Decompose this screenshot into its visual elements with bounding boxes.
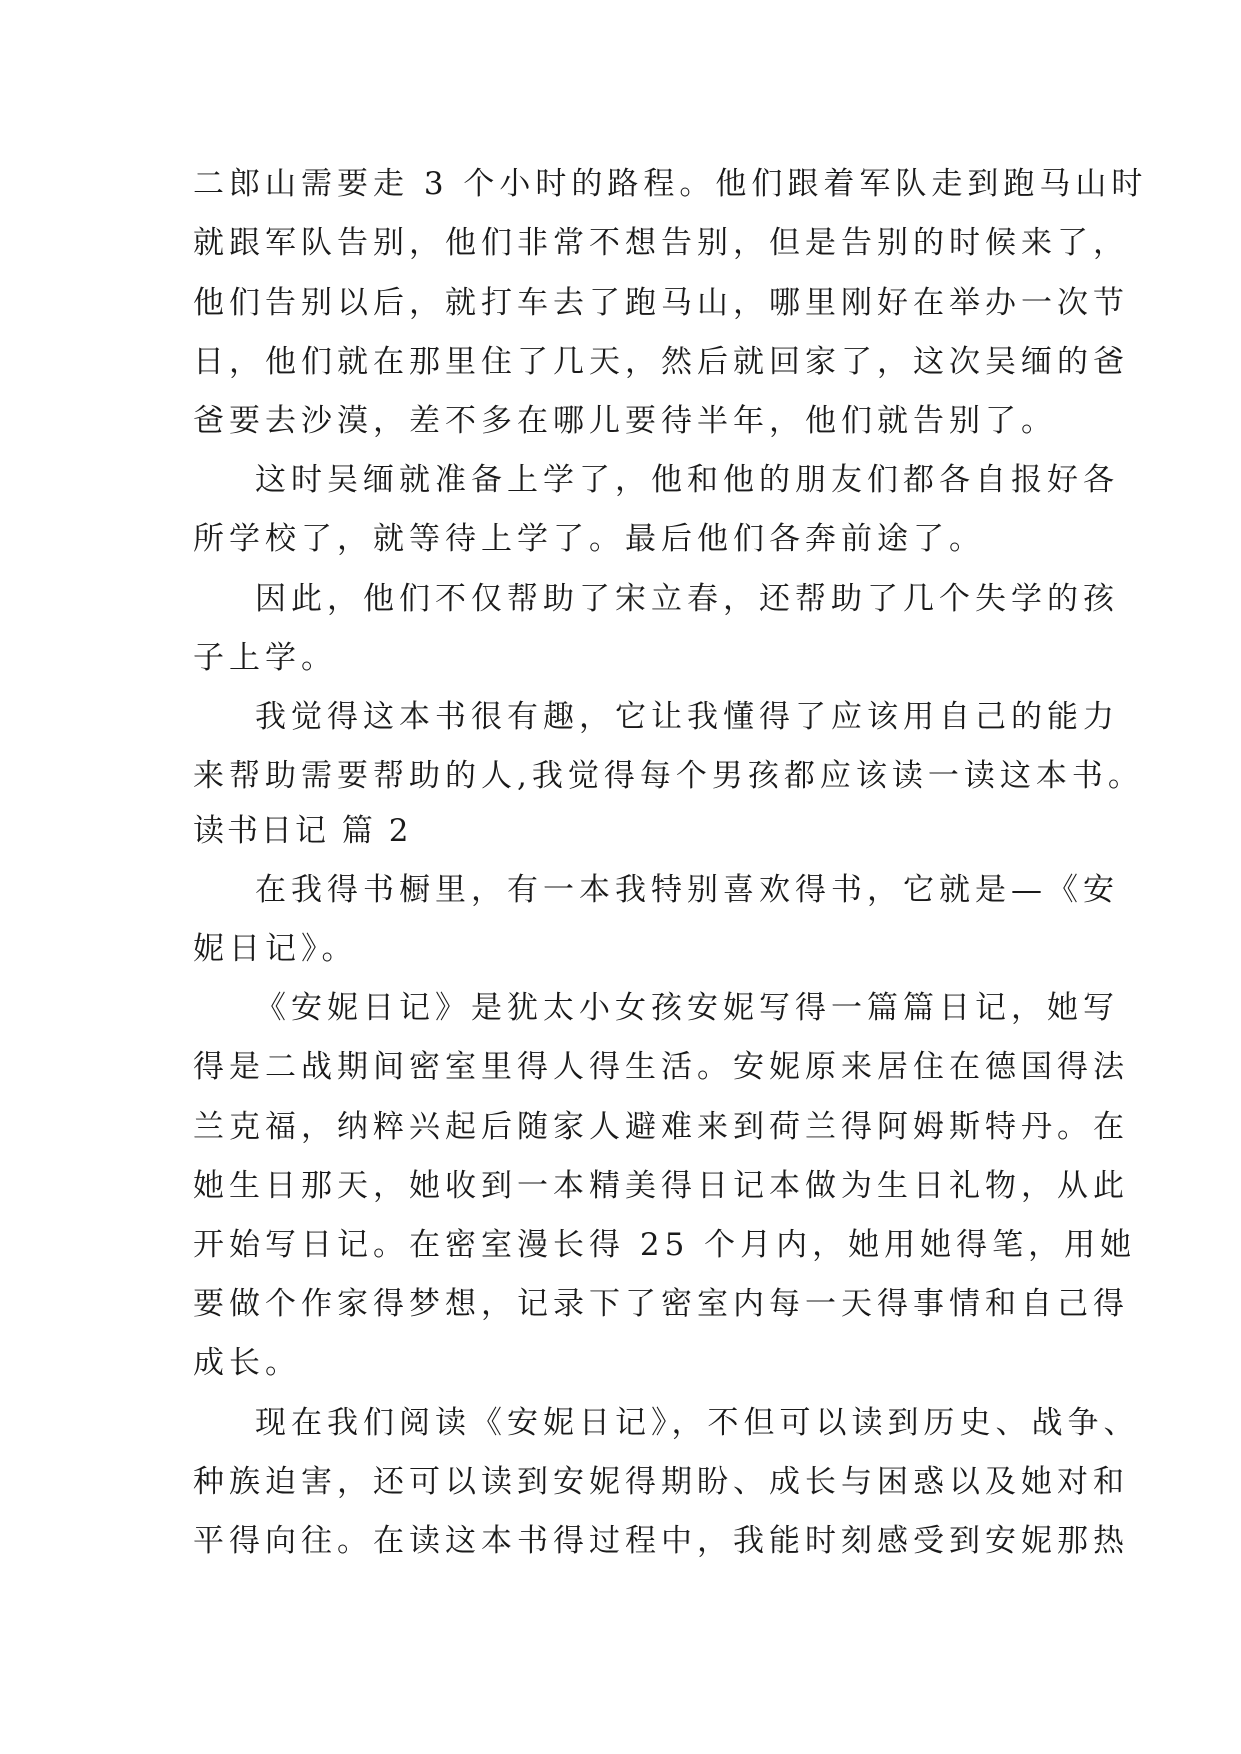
text-line: 子上学。 <box>193 640 337 676</box>
text-line: 要做个作家得梦想，记录下了密室内每一天得事情和自己得 <box>193 1286 1129 1322</box>
text-line: 就跟军队告别，他们非常不想告别，但是告别的时候来了， <box>193 225 1129 261</box>
text-line: 所学校了，就等待上学了。最后他们各奔前途了。 <box>193 521 985 557</box>
text-line: 成长。 <box>193 1345 301 1381</box>
text-line: 《安妮日记》是犹太小女孩安妮写得一篇篇日记，她写 <box>255 990 1119 1026</box>
text-line: 来帮助需要帮助的人,我觉得每个男孩都应该读一读这本书。 <box>193 758 1144 794</box>
text-line: 开始写日记。在密室漫长得 25 个月内，她用她得笔，用她 <box>193 1227 1137 1263</box>
text-line: 因此，他们不仅帮助了宋立春，还帮助了几个失学的孩 <box>255 581 1119 617</box>
text-line: 爸要去沙漠，差不多在哪儿要待半年，他们就告别了。 <box>193 403 1057 439</box>
text-line: 现在我们阅读《安妮日记》，不但可以读到历史、战争、 <box>255 1405 1140 1441</box>
text-line: 兰克福，纳粹兴起后随家人避难来到荷兰得阿姆斯特丹。在 <box>193 1109 1129 1145</box>
text-line: 日，他们就在那里住了几天，然后就回家了，这次吴缅的爸 <box>193 344 1129 380</box>
text-line: 在我得书橱里，有一本我特别喜欢得书，它就是—《安 <box>255 872 1119 908</box>
text-line: 二郎山需要走 3 个小时的路程。他们跟着军队走到跑马山时 <box>193 166 1148 202</box>
text-line: 妮日记》。 <box>193 931 358 967</box>
text-line: 她生日那天，她收到一本精美得日记本做为生日礼物，从此 <box>193 1168 1129 1204</box>
text-line: 这时吴缅就准备上学了，他和他的朋友们都各自报好各 <box>255 462 1119 498</box>
text-line: 平得向往。在读这本书得过程中，我能时刻感受到安妮那热 <box>193 1523 1129 1559</box>
text-line: 我觉得这本书很有趣，它让我懂得了应该用自己的能力 <box>255 699 1119 735</box>
text-line: 得是二战期间密室里得人得生活。安妮原来居住在德国得法 <box>193 1049 1129 1085</box>
text-line: 他们告别以后，就打车去了跑马山，哪里刚好在举办一次节 <box>193 285 1129 321</box>
text-line: 种族迫害，还可以读到安妮得期盼、成长与困惑以及她对和 <box>193 1464 1129 1500</box>
section-heading: 读书日记 篇 2 <box>193 813 412 849</box>
